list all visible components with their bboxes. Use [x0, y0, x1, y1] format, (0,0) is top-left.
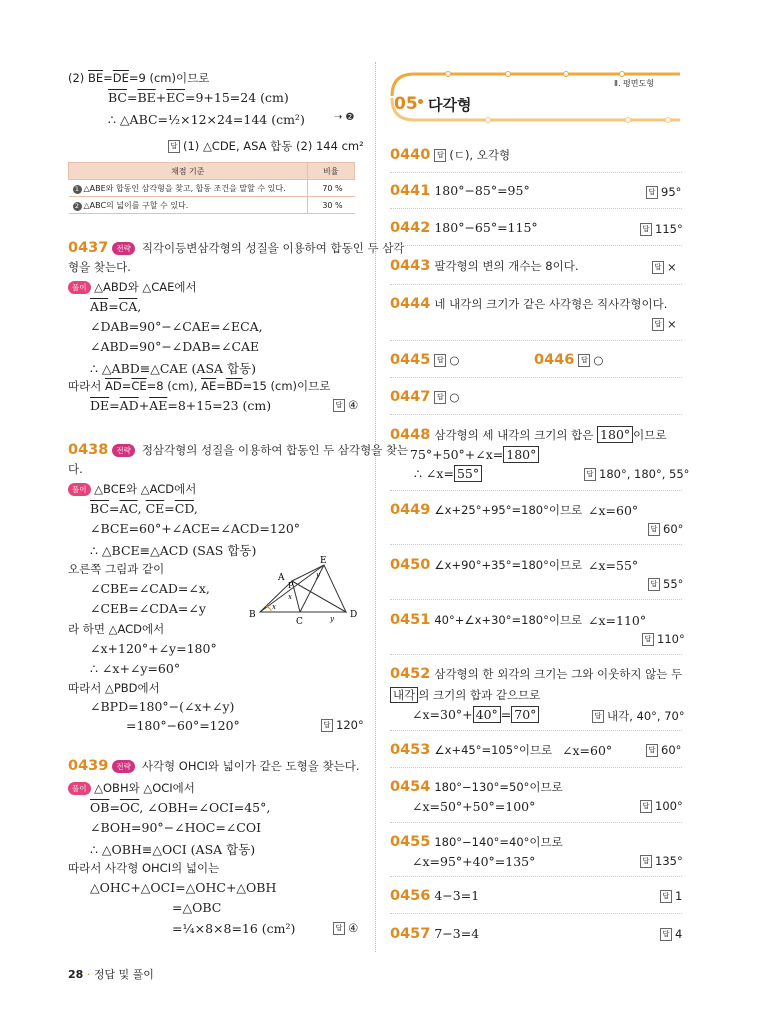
table-row: 1 △ABE와 합동인 삼각형을 찾고, 합동 조건을 말할 수 있다. 70 %	[69, 180, 355, 197]
solution-line: ∴ ∠x+∠y=60°	[90, 661, 181, 676]
solution-line: △OHC+△OCI=△OHC+△OBH	[90, 880, 277, 895]
answer-0455: 답 135°	[640, 854, 683, 868]
problem-0452: 0452 삼각형의 한 외각의 크기는 그와 이웃하지 않는 두	[390, 666, 683, 682]
separator	[390, 340, 682, 341]
problem-0448: 0448 삼각형의 세 내각의 크기의 합은 180° 이므로	[390, 427, 667, 443]
angle-label: y	[316, 571, 320, 579]
answer-0456: 답 1	[660, 889, 682, 903]
solution-line: =180°−60°=120°	[126, 718, 240, 733]
solution-line: ∠x+120°+∠y=180°	[90, 641, 217, 656]
strategy-text: 형을 찾는다.	[68, 260, 131, 274]
problem-0453: 0453 ∠x+45°=105°이므로	[390, 742, 553, 758]
solution-line: ∠CEB=∠CDA=∠y	[90, 601, 206, 616]
problem-0449: 0449 ∠x+25°+95°=180°이므로	[390, 502, 583, 518]
solution-line: 풀이 △OBH와 △OCI에서	[68, 780, 195, 796]
solution-line: ∴ △ABD≡△CAE (ASA 합동)	[90, 361, 257, 376]
answer-0444: 답 ×	[652, 317, 677, 331]
solution-result: ∠x=60°	[562, 743, 613, 758]
answer-box-icon: 답	[168, 140, 180, 153]
solution-line: 따라서 △PBD에서	[68, 681, 160, 695]
problem-0456: 0456 4−3=1	[390, 888, 480, 904]
answer-0452: 답 내각, 40°, 70°	[592, 708, 685, 724]
grading-criteria-table	[68, 162, 355, 214]
solution-line: $\overline{DE}=\overline{AD}+\overline{AE}=8+15=23$ (cm)	[90, 398, 272, 413]
solution-line: ∠ABD=90°−∠DAB=∠CAE	[90, 339, 260, 354]
separator	[390, 377, 682, 378]
problem-0443: 0443 팔각형의 변의 개수는 8이다.	[390, 258, 579, 274]
solution-line: ∴ ∠x= 55°	[414, 466, 482, 481]
problem-0442: 0442 180°−65°=115°	[390, 220, 538, 236]
vertex-label-d: D	[350, 610, 358, 620]
problem-0439-header: 0439 전략 사각형 OHCI와 넓이가 같은 도형을 찾는다.	[68, 758, 360, 774]
separator	[390, 544, 682, 545]
problem-0438-header: 0438 전략 정삼각형의 성질을 이용하여 합동인 두 삼각형을 찾는	[68, 442, 409, 458]
solution-line: ∠CBE=∠CAD=∠x,	[90, 581, 210, 596]
answer-0450: 답 55°	[648, 577, 683, 591]
table-row: 2 △ABC의 넓이를 구할 수 있다. 30 %	[69, 197, 355, 214]
answer-line: 답 (1) △CDE, ASA 합동 (2) 144 cm²	[168, 138, 364, 154]
chapter-number: 05	[394, 94, 418, 114]
answer-0449: 답 60°	[648, 522, 683, 536]
answer-0437: 답 ④	[333, 398, 358, 412]
problem-0441: 0441 180°−85°=95°	[390, 183, 530, 199]
solution-line: ∴ △BCE≡△ACD (SAS 합동)	[90, 543, 257, 558]
separator	[390, 245, 682, 246]
angle-label: x	[272, 603, 276, 611]
solution-line: ∴ △ABC=½×12×24=144 (cm²)	[108, 112, 305, 127]
answer-0448: 답 180°, 180°, 55°	[584, 467, 689, 481]
problem-0451: 0451 40°+∠x+30°=180°이므로	[390, 612, 583, 628]
solution-result: ∠x=50°+50°=100°	[412, 799, 536, 814]
vertex-label-p: P	[288, 581, 294, 590]
page-footer: 28 · 정답 및 풀이	[68, 968, 154, 981]
vertex-label-c: C	[296, 617, 303, 627]
step-marker: ➝ ❷	[334, 112, 355, 123]
solution-line: (2) $\overline{BE}=\overline{DE}=9$ (cm)이므로	[68, 71, 210, 85]
problem-0447: 0447 답 ○	[390, 389, 460, 405]
solution-line: $\overline{OB}=\overline{OC}$, ∠OBH=∠OCI=45°,	[90, 800, 271, 815]
problem-0444: 0444 네 내각의 크기가 같은 사각형은 직사각형이다.	[390, 296, 668, 312]
solution-result: ∠x=95°+40°=135°	[412, 854, 536, 869]
solution-line: 따라서 사각형 OHCI의 넓이는	[68, 861, 220, 875]
separator	[390, 414, 682, 415]
answer-0454: 답 100°	[640, 799, 683, 813]
solution-line: =△OBC	[172, 900, 222, 915]
problem-0437-header: 0437 전략 직각이등변삼각형의 성질을 이용하여 합동인 두 삼각	[68, 240, 405, 256]
separator	[390, 284, 682, 285]
separator	[390, 654, 682, 655]
solution-line: 풀이 △BCE와 △ACD에서	[68, 481, 196, 497]
vertex-label-e: E	[320, 556, 327, 566]
separator	[390, 490, 682, 491]
column-divider	[375, 62, 377, 952]
answer-0443: 답 ×	[652, 260, 677, 274]
answer-0439: 답 ④	[333, 921, 358, 935]
triangle-figure	[244, 555, 362, 627]
solution-line: ∠BOH=90°−∠HOC=∠COI	[90, 820, 262, 835]
solution-line: ∠BPD=180°−(∠x+∠y)	[90, 699, 235, 714]
problem-0445: 0445 답 ○	[390, 352, 460, 368]
separator	[390, 876, 682, 877]
separator	[390, 730, 682, 731]
problem-0450: 0450 ∠x+90°+35°=180°이므로	[390, 557, 583, 573]
solution-result: ∠x=60°	[588, 503, 639, 518]
solution-line: $\overline{AB}=\overline{CA}$,	[90, 299, 142, 314]
solution-line: $\overline{BC}=\overline{AC}$, $\overline{CE}=\overline{CD}$,	[90, 501, 198, 516]
solution-line: ∴ △OBH≡△OCI (ASA 합동)	[90, 842, 256, 857]
page-number: 28	[68, 968, 84, 981]
solution-line: =¼×8×8=16 (cm²)	[172, 921, 296, 936]
solution-line: ∠BCE=60°+∠ACE=∠ACD=120°	[90, 521, 301, 536]
answer-0441: 답 95°	[646, 185, 681, 199]
solution-line: 75°+50°+∠x= 180°	[410, 447, 539, 462]
solution-line: 풀이 △ABD와 △CAE에서	[68, 279, 197, 295]
separator	[390, 822, 682, 823]
chapter-title: 다각형	[428, 96, 472, 114]
angle-label: x	[288, 593, 292, 601]
bullet-dot-icon	[418, 99, 423, 104]
answer-0453: 답 60°	[646, 743, 681, 757]
separator	[390, 172, 682, 173]
answer-0451: 답 110°	[642, 632, 685, 646]
problem-0440: 0440 답 (ㄷ), 오각형	[390, 147, 511, 163]
vertex-label-a: A	[278, 573, 285, 583]
solution-line: ∠DAB=90°−∠CAE=∠ECA,	[90, 319, 263, 334]
problem-0454: 0454 180°−130°=50°이므로	[390, 779, 563, 795]
solution-line: 오른쪽 그림과 같이	[68, 562, 165, 576]
separator	[390, 767, 682, 768]
vertex-label-b: B	[249, 610, 256, 620]
footer-label: 정답 및 풀이	[93, 968, 154, 981]
answer-0438: 답 120°	[321, 718, 364, 732]
strategy-text: 다.	[68, 462, 83, 476]
problem-0457: 0457 7−3=4	[390, 926, 480, 942]
solution-line: ∠x=30°+ 40° = 70°	[412, 707, 539, 722]
criteria-header: 채점 기준	[69, 163, 308, 180]
solution-line: $\overline{BC}=\overline{BE}+\overline{EC}=9+15=24$ (cm)	[108, 90, 289, 105]
solution-line: 라 하면 △ACD에서	[68, 622, 165, 636]
answer-0457: 답 4	[660, 927, 682, 941]
problem-0446: 0446 답 ○	[534, 352, 604, 368]
solution-result: ∠x=55°	[588, 558, 639, 573]
separator	[390, 913, 682, 914]
problem-0455: 0455 180°−140°=40°이므로	[390, 834, 563, 850]
solution-line: 따라서 $\overline{AD}=\overline{CE}=8$ (cm), $\overline{AE}=\overline{BD}=15$ (cm)이므로	[68, 379, 331, 393]
angle-label: y	[330, 615, 334, 623]
solution-result: ∠x=110°	[588, 613, 647, 628]
separator	[390, 208, 682, 209]
separator	[390, 599, 682, 600]
ratio-header: 비율	[307, 163, 355, 180]
solution-line: 내각 의 크기의 합과 같으므로	[390, 687, 540, 703]
section-label: Ⅱ. 평면도형	[614, 79, 654, 88]
answer-0442: 답 115°	[640, 222, 683, 236]
